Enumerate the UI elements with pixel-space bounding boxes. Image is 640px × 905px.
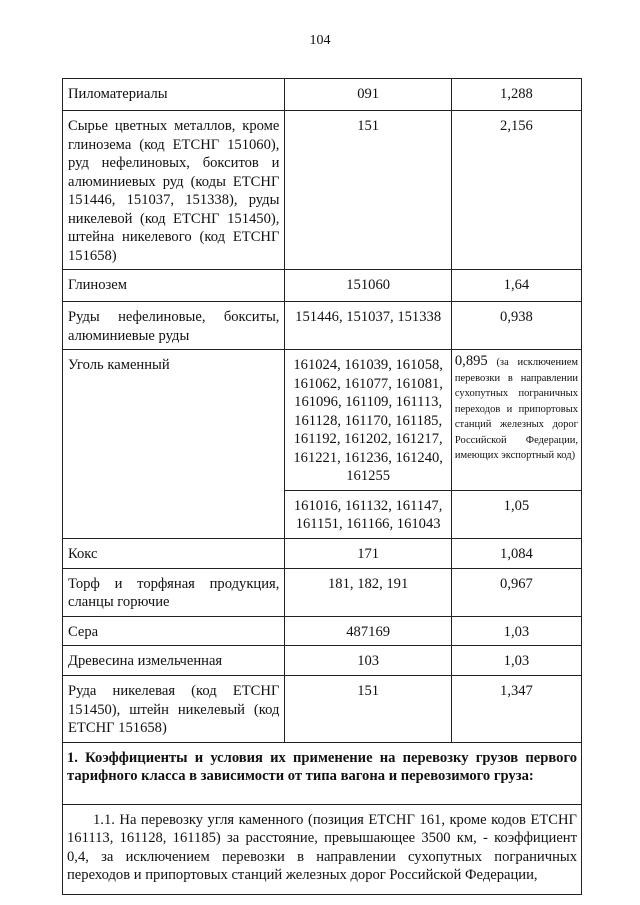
coefficient: 1,03: [451, 616, 581, 646]
etsng-code: 487169: [285, 616, 451, 646]
table-row: [63, 568, 582, 616]
etsng-code: 151: [285, 676, 451, 743]
cargo-name: Сера: [63, 616, 285, 646]
table-row: [63, 646, 582, 676]
cargo-name: Кокс: [63, 538, 285, 568]
section-heading: 1. Коэффициенты и условия их применение на перевозку грузов первого тарифного класса в зависимости от типа вагона и перевозимого груза:: [63, 742, 582, 804]
etsng-code: 161016, 161132, 161147, 161151, 161166, 161043: [285, 490, 451, 538]
table-row: [63, 538, 582, 568]
coefficient: 0,938: [451, 302, 581, 350]
etsng-code: 181, 182, 191: [285, 568, 451, 616]
cargo-name: Пиломатериалы: [63, 79, 285, 111]
table-row: [63, 302, 582, 350]
table-row: [63, 270, 582, 302]
cargo-name: Торф и торфяная продукция, сланцы горючие: [63, 568, 285, 616]
etsng-code: 091: [285, 79, 451, 111]
coefficient-cell: [451, 350, 581, 491]
table-row: [63, 350, 582, 491]
cargo-name: Сырье цветных металлов, кроме глинозема (код ЕТСНГ 151060), руд нефелиновых, бокситов и алюминиевых руд (коды ЕТСНГ 151446, 151037, 151338), руды никелевой (код ЕТСНГ 151450), штейна никелевого (код ЕТСНГ 151658): [63, 111, 285, 270]
etsng-code: 151060: [285, 270, 451, 302]
etsng-code: 161024, 161039, 161058, 161062, 161077, 161081, 161096, 161109, 161113, 161128, 161170, 161185, 161192, 161202, 161217, 161221, 161236, 161240, 161255: [285, 350, 451, 491]
etsng-code: 103: [285, 646, 451, 676]
cargo-name: Уголь каменный: [63, 350, 285, 539]
coefficient: 0,967: [451, 568, 581, 616]
coefficient: 1,64: [451, 270, 581, 302]
coefficient: 1,05: [451, 490, 581, 538]
coefficient: 1,347: [451, 676, 581, 743]
coefficients-table: [62, 78, 582, 895]
page-number: 104: [309, 33, 331, 48]
table-row: [63, 616, 582, 646]
cargo-name: Руда никелевая (код ЕТСНГ 151450), штейн никелевый (код ЕТСНГ 151658): [63, 676, 285, 743]
table-row: [63, 79, 582, 111]
cargo-name: Древесина измельченная: [63, 646, 285, 676]
coefficient: 1,03: [451, 646, 581, 676]
cargo-name: Руды нефелиновые, бокситы, алюминиевые руды: [63, 302, 285, 350]
coefficient-note: (за исключением перевозки в направлении сухопутных пограничных переходов и припортовых станций железных дорог Российской Федерации, имеющих экспортный код): [454, 357, 579, 461]
paragraph-1-1: 1.1. На перевозку угля каменного (позиция ЕТСНГ 161, кроме кодов ЕТСНГ 161113, 161128, 161185) за расстояние, превышающее 3500 км, - коэффициент 0,4, за исключением перевозки в направлении сухопутных пограничных переходов и припортовых станций железных дорог Российской Федерации,: [63, 804, 582, 894]
coefficient: 1,288: [451, 79, 581, 111]
table-row: [63, 111, 582, 270]
section-row: [63, 742, 582, 804]
etsng-code: 171: [285, 538, 451, 568]
paragraph-row: [63, 804, 582, 894]
coefficient: 1,084: [451, 538, 581, 568]
cargo-name: Глинозем: [63, 270, 285, 302]
etsng-code: 151446, 151037, 151338: [285, 302, 451, 350]
table-row: [63, 676, 582, 743]
etsng-code: 151: [285, 111, 451, 270]
coefficient: 0,895: [454, 353, 488, 369]
coefficient: 2,156: [451, 111, 581, 270]
